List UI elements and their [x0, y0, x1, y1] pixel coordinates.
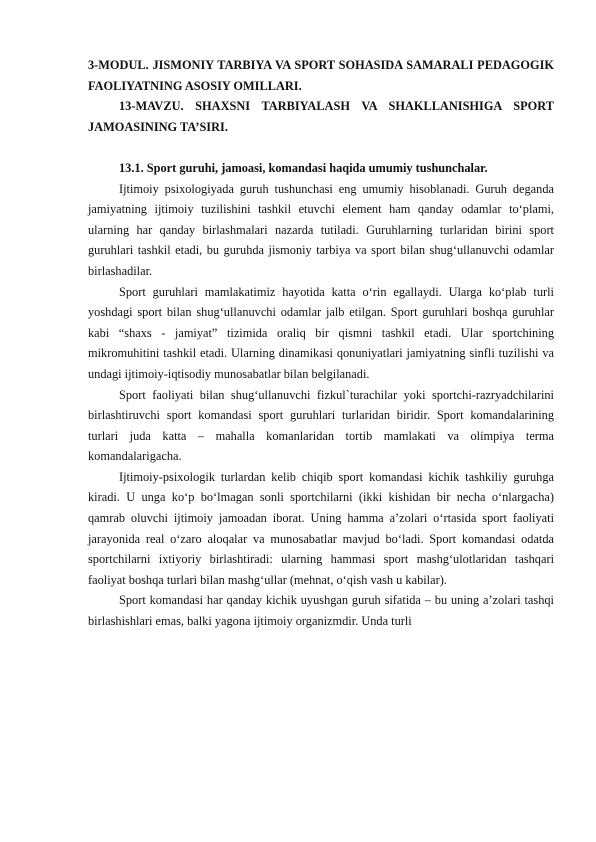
blank-line — [88, 137, 554, 158]
topic-title: 13-MAVZU. SHAXSNI TARBIYALASH VA SHAKLLANISHIGA SPORT JAMOASINING TA’SIRI. — [88, 99, 554, 134]
body-paragraph-1: Ijtimoiy psixologiyada guruh tushunchasi eng umumiy hisoblanadi. Guruh deganda jamiyatning ijtimoiy tuzilishini tashkil etuvchi element ham qanday odamlar to‘plami, ularning har qanday birlashmalari nazarda tutiladi. Guruhlarning turlaridan birini sport guruhlari tashkil etadi, bu guruhda jismoniy tarbiya va sport bilan shug‘ullanuvchi odamlar birlashadilar. — [88, 181, 554, 278]
document-page — [88, 55, 554, 632]
body-paragraph-5: Sport komandasi har qanday kichik uyushgan guruh sifatida – bu uning a’zolari tashqi birlashishlari emas, balki yagona ijtimoiy organizmdir. Unda turli — [88, 593, 554, 629]
section-heading: 13.1. Sport guruhi, jamoasi, komandasi haqida umumiy tushunchalar. — [119, 160, 488, 175]
body-paragraph-4: Ijtimoiy-psixologik turlardan kelib chiqib sport komandasi kichik tashkiliy guruhga kiradi. U unga ko‘p bo‘lmagan sonli sportchilarni (ikki kishidan bir necha o‘nlargacha) qamrab oluvchi ijtimoiy jamoadan iborat. Uning hamma a’zolari o‘rtasida sport faoliyati jarayonida real o‘zaro aloqalar va munosabatlar mavjud bo‘ladi. Sport komandasi odatda sportchilarni ixtiyoriy birlashtiradi: ularning hammasi sport mashg‘ulotlaridan tashqari faoliyat boshqa turlari bilan mashg‘ullar (mehnat, o‘qish vash u kabilar). — [88, 469, 554, 587]
module-title: 3-MODUL. JISMONIY TARBIYA VA SPORT SOHASIDA SAMARALI PEDAGOGIK FAOLIYATNING ASOSIY OMILLARI. — [88, 58, 554, 93]
body-paragraph-3: Sport faoliyati bilan shug‘ullanuvchi fizkul`turachilar yoki sportchi-razryadchilarini birlashtiruvchi sport komandasi sport guruhlari turlaridan biridir. Sport komandalarining turlari juda katta – mahalla komanlaridan tortib mamlakati va olimpiya terma komandalarigacha. — [88, 387, 554, 464]
body-paragraph-2: Sport guruhlari mamlakatimiz hayotida katta o‘rin egallaydi. Ularga ko‘plab turli yoshdagi sport bilan shug‘ullanuvchi odamlar jalb etilgan. Sport guruhlari boshqa guruhlar kabi “shaxs - jamiyat” tizimida oraliq bir qismni tashkil etadi. Ular sportchining mikromuhitini tashkil etadi. Ularning dinamikasi qonuniyatlari jamiyatning sinfli tuzilishi va undagi ijtimoiy-iqtisodiy munosabatlar bilan belgilanadi. — [88, 284, 554, 381]
